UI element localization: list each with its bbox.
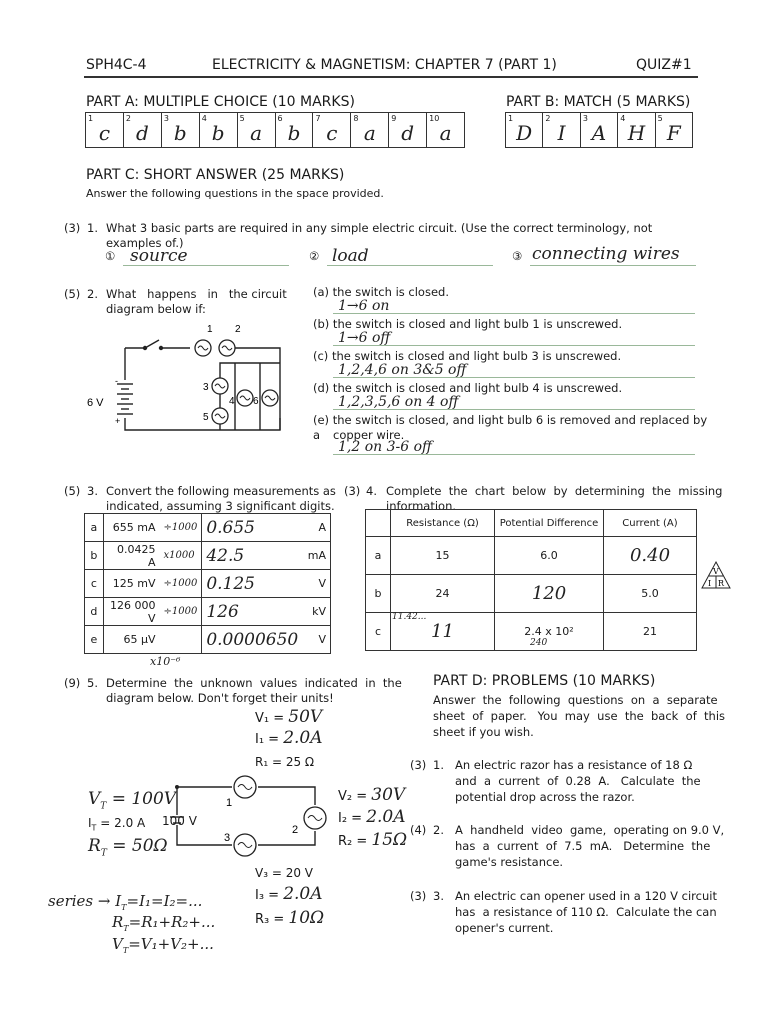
q2-part-answer: 1→6 on [338, 298, 390, 314]
q4-letter: c [366, 613, 391, 651]
q3-given: 65 μV [103, 626, 159, 654]
q5-r3-label: R₃ = [255, 912, 289, 927]
part-d-problem-line: A handheld video game, operating on 9.0 V, [455, 823, 725, 837]
q2-bulb-6-label: 6 [253, 396, 259, 407]
q5-vt-label: V [88, 789, 101, 809]
part-a-cell [238, 113, 276, 147]
q3-row [85, 542, 331, 570]
q4-header-potential: Potential Difference [495, 510, 604, 537]
cell-number: 8 [353, 114, 359, 123]
cell-answer: F [666, 121, 681, 145]
cell-answer: a [250, 121, 263, 145]
quiz-title: ELECTRICITY & MAGNETISM: CHAPTER 7 (PART 1) [212, 57, 557, 73]
q3-work: ÷1000 [159, 598, 201, 626]
part-a-answer-grid [85, 112, 465, 148]
q3-letter: b [85, 542, 104, 570]
q3-conversion-table [84, 513, 331, 654]
q2-text-1: What happens in the circuit [106, 287, 287, 301]
q4-resistance: 11 [391, 613, 495, 651]
q5-r2-label: R₂ = [338, 834, 372, 849]
q3-answer: 0.0000650 [202, 626, 302, 654]
cell-number: 6 [277, 114, 283, 123]
part-b-cell [543, 113, 580, 147]
q1-number: 1. [87, 221, 98, 235]
q2-bulb-5-label: 5 [203, 412, 209, 423]
q5-vt-sub: T [100, 801, 107, 812]
q5-v2-label: V₂ = [338, 789, 372, 804]
part-d-problem-line: has a resistance of 110 Ω. Calculate the can [455, 905, 717, 919]
q3-work: x1000 [159, 542, 201, 570]
q5-i1-answer: 2.0A [283, 728, 323, 748]
cell-number: 2 [125, 114, 131, 123]
cell-answer: a [439, 121, 452, 145]
q5-it-sub: T [91, 823, 97, 833]
quiz-number: QUIZ#1 [636, 57, 692, 73]
q5-i3 [255, 884, 323, 904]
q2-part-label: (d) the switch is closed and light bulb 4 is unscrewed. [313, 381, 623, 395]
q3-row [85, 626, 331, 654]
part-d-problem-line: potential drop across the razor. [455, 790, 635, 804]
part-d-problem-number: 3. [433, 889, 444, 903]
q3-given: 125 mV [103, 570, 159, 598]
q5-v2-answer: 30V [371, 785, 406, 805]
series-note-1a: series → I [48, 892, 122, 910]
q5-i2 [338, 807, 406, 827]
part-d-problem-line: and a current of 0.28 A. Calculate the [455, 774, 701, 788]
ohms-triangle-icon [700, 560, 732, 592]
cell-number: 1 [88, 114, 94, 123]
q1-text: What 3 basic parts are required in any simple electric circuit. (Use the correct terminology, not examples of.) [106, 221, 653, 250]
cell-answer: H [627, 121, 646, 145]
q3-note: x10⁻⁶ [150, 655, 181, 668]
part-a-cell [427, 113, 464, 147]
q5-r1: R₁ = 25 Ω [255, 755, 315, 769]
part-d-problem-line: An electric can opener used in a 120 V circuit [455, 889, 717, 903]
part-a-cell [351, 113, 389, 147]
q4-current: 0.40 [604, 537, 697, 575]
cell-answer: c [326, 121, 338, 145]
course-code: SPH4C-4 [86, 57, 147, 73]
q3-work [159, 626, 201, 654]
q4-row [366, 575, 697, 613]
q5-i1-label: I₁ = [255, 732, 284, 747]
q4-resistance: 15 [391, 537, 495, 575]
cell-number: 7 [315, 114, 321, 123]
series-note-3a: V [112, 935, 123, 953]
q5-i2-answer: 2.0A [366, 807, 406, 827]
q2-part-answer: 1,2,4,6 on 3&5 off [338, 362, 467, 378]
q2-plus-label: + [115, 416, 121, 426]
q5-rt-answer: = 50Ω [106, 836, 168, 856]
cell-answer: A [591, 121, 607, 145]
part-d-intro-1: Answer the following questions on a separate [433, 693, 718, 707]
part-d-problem-line: opener's current. [455, 921, 554, 935]
part-c-instruction: Answer the following questions in the space provided. [86, 187, 384, 200]
q3-number: 3. [87, 484, 98, 498]
q3-text-1: Convert the following measurements as [106, 484, 336, 498]
q5-vt [88, 789, 176, 811]
q3-letter: a [85, 514, 104, 542]
q4-number: 4. [366, 484, 377, 498]
series-note-2a: R [112, 913, 124, 931]
q5-it-label: I [88, 816, 92, 830]
cell-number: 4 [201, 114, 207, 123]
part-d-problem-number: 2. [433, 823, 444, 837]
q5-source-voltage: 100 V [162, 814, 197, 828]
q5-rt-label: R [88, 836, 101, 856]
q4-header-resistance: Resistance (Ω) [391, 510, 495, 537]
q5-it [88, 816, 145, 835]
q4-potential: 6.0 [495, 537, 604, 575]
q4-potential: 120 [495, 575, 604, 613]
part-d-problem-number: 1. [433, 758, 444, 772]
q3-given: 126 000 V [103, 598, 159, 626]
part-c-heading: PART C: SHORT ANSWER (25 MARKS) [86, 167, 345, 183]
series-note-3c: =V₁+V₂+... [128, 935, 214, 953]
q3-marks: (5) [64, 484, 81, 498]
part-d-intro-3: sheet if you wish. [433, 725, 534, 739]
q1-answer-2: load [332, 246, 369, 266]
cell-number: 3 [163, 114, 169, 123]
part-d-problem-line: An electric razor has a resistance of 18 Ω [455, 758, 693, 772]
q3-work: ÷1000 [159, 514, 201, 542]
cell-answer: d [135, 121, 149, 145]
part-b-answer-grid [505, 112, 693, 148]
q1-answer-3: connecting wires [532, 244, 680, 264]
q1-label-2: ② [309, 249, 320, 263]
q2-part-label: (a) the switch is closed. [313, 285, 449, 299]
q3-unit: V [302, 626, 330, 654]
q4-letter: b [366, 575, 391, 613]
q4-scratch-1: 11.42... [392, 612, 427, 622]
part-d-problem-line: has a current of 7.5 mA. Determine the [455, 839, 711, 853]
q3-letter: c [85, 570, 104, 598]
q2-part-answer: 1,2,3,5,6 on 4 off [338, 394, 459, 410]
series-note-1b: T [121, 903, 127, 912]
q3-work: ÷1000 [159, 570, 201, 598]
cell-number: 5 [657, 114, 663, 123]
q1-marks: (3) [64, 221, 81, 235]
q2-marks: (5) [64, 287, 81, 301]
q5-i1 [255, 728, 323, 748]
q5-rt [88, 836, 168, 858]
q5-r2 [338, 830, 408, 850]
q5-i3-label: I₃ = [255, 888, 284, 903]
q5-i2-label: I₂ = [338, 811, 367, 826]
q5-text-1: Determine the unknown values indicated in the [106, 676, 402, 690]
q3-answer: 126 [202, 598, 302, 626]
cell-number: 1 [508, 114, 514, 123]
q4-row [366, 537, 697, 575]
cell-number: 10 [429, 114, 440, 123]
q4-current: 21 [604, 613, 697, 651]
part-a-cell [389, 113, 427, 147]
q5-rt-sub: T [100, 848, 107, 859]
q3-unit: A [302, 514, 330, 542]
q4-header-blank [366, 510, 391, 537]
q4-ohms-law-table [365, 509, 697, 651]
q2-part-label-cont: copper wire. [333, 428, 405, 442]
part-d-problem-marks: (3) [410, 758, 427, 772]
part-a-cell [313, 113, 351, 147]
series-note-2 [112, 913, 215, 933]
q4-current: 5.0 [604, 575, 697, 613]
q2-part-answer: 1→6 off [338, 330, 391, 346]
q4-potential: 2.4 x 10² [495, 613, 604, 651]
cell-answer: d [401, 121, 415, 145]
q3-letter: e [85, 626, 104, 654]
q5-bulb-2-label: 2 [292, 824, 299, 836]
part-d-problem-line: game's resistance. [455, 855, 564, 869]
q5-marks: (9) [64, 676, 81, 690]
q4-letter: a [366, 537, 391, 575]
q5-v1-label: V₁ = [255, 711, 289, 726]
series-note-2c: =R₁+R₂+... [128, 913, 216, 931]
q2-text-2: diagram below if: [106, 302, 206, 316]
header-rule [84, 76, 698, 78]
cell-answer: b [173, 121, 187, 145]
part-a-cell [162, 113, 200, 147]
cell-number: 9 [391, 114, 397, 123]
q5-v2 [338, 785, 406, 805]
q3-given: 0.0425 A [103, 542, 159, 570]
part-b-cell [656, 113, 692, 147]
q2-minus-label: - [115, 376, 118, 386]
q3-row [85, 514, 331, 542]
series-note-2b: T [123, 924, 129, 933]
triangle-v: V [713, 567, 719, 576]
q3-row [85, 570, 331, 598]
q3-text-2: indicated, assuming 3 significant digits. [106, 499, 335, 513]
part-d-problem-marks: (4) [410, 823, 427, 837]
series-note-1c: =I₁=I₂=... [126, 892, 203, 910]
q3-unit: mA [302, 542, 330, 570]
q5-r3 [255, 908, 325, 928]
q5-bulb-3-label: 3 [224, 832, 231, 844]
cell-answer: b [287, 121, 301, 145]
cell-answer: D [516, 121, 533, 145]
cell-answer: I [557, 121, 566, 145]
q3-answer: 0.655 [202, 514, 302, 542]
q2-part-label: (b) the switch is closed and light bulb 1 is unscrewed. [313, 317, 623, 331]
part-b-cell [618, 113, 655, 147]
q5-r3-answer: 10Ω [288, 908, 325, 928]
q4-header-current: Current (A) [604, 510, 697, 537]
q5-r2-answer: 15Ω [371, 830, 408, 850]
q3-answer: 42.5 [202, 542, 302, 570]
part-a-cell [86, 113, 124, 147]
q4-text-2: information. [386, 499, 457, 513]
part-a-cell [124, 113, 162, 147]
q5-v1 [255, 707, 323, 727]
part-b-cell [581, 113, 618, 147]
triangle-i: I [708, 579, 712, 588]
cell-answer: b [211, 121, 225, 145]
q1-label-3: ③ [512, 249, 523, 263]
q1-label-1: ① [105, 249, 116, 263]
triangle-r: R [718, 579, 725, 588]
q5-it-value: = 2.0 A [96, 816, 146, 830]
q3-given: 655 mA [103, 514, 159, 542]
part-a-cell [276, 113, 314, 147]
part-b-cell [506, 113, 543, 147]
part-d-problem-marks: (3) [410, 889, 427, 903]
q2-bulb-4-label: 4 [229, 396, 235, 407]
q3-unit: kV [302, 598, 330, 626]
cell-number: 5 [239, 114, 245, 123]
cell-answer: a [363, 121, 376, 145]
q5-vt-answer: = 100V [106, 789, 177, 809]
cell-number: 4 [620, 114, 626, 123]
q3-letter: d [85, 598, 104, 626]
q2-number: 2. [87, 287, 98, 301]
q5-v1-answer: 50V [288, 707, 323, 727]
part-d-heading: PART D: PROBLEMS (10 MARKS) [433, 673, 656, 689]
q2-bulb-3-label: 3 [203, 382, 209, 393]
q5-v3: V₃ = 20 V [255, 866, 313, 880]
part-a-heading: PART A: MULTIPLE CHOICE (10 MARKS) [86, 94, 355, 110]
q2-bulb-1-label: 1 [207, 324, 213, 335]
q3-answer: 0.125 [202, 570, 302, 598]
q2-part-answer: 1,2 on 3-6 off [338, 439, 432, 455]
part-b-heading: PART B: MATCH (5 MARKS) [506, 94, 691, 110]
series-note-3 [112, 935, 214, 955]
q5-text-2: diagram below. Don't forget their units! [106, 691, 334, 705]
q4-scratch-2: 240 [530, 638, 548, 648]
q5-number: 5. [87, 676, 98, 690]
cell-answer: c [98, 121, 111, 145]
part-a-cell [200, 113, 238, 147]
series-note-3b: T [122, 946, 129, 955]
q4-resistance: 24 [391, 575, 495, 613]
q1-answer-line-3 [530, 265, 696, 266]
q2-part-label: (e) the switch is closed, and light bulb 6 is removed and replaced by a [313, 413, 708, 442]
q4-marks: (3) [344, 484, 361, 498]
q2-part-label: (c) the switch is closed and light bulb 3 is unscrewed. [313, 349, 622, 363]
q2-bulb-2-label: 2 [235, 324, 241, 335]
q3-unit: V [302, 570, 330, 598]
series-note-1 [48, 892, 202, 912]
part-d-intro-2: sheet of paper. You may use the back of this [433, 709, 726, 723]
q2-circuit-diagram [85, 318, 300, 443]
q4-text-1: Complete the chart below by determining the missing [386, 484, 723, 498]
q1-answer-1: source [130, 246, 188, 266]
q5-i3-answer: 2.0A [283, 884, 323, 904]
q2-voltage-label: 6 V [87, 397, 104, 409]
q3-row [85, 598, 331, 626]
cell-number: 2 [545, 114, 551, 123]
q5-bulb-1-label: 1 [226, 797, 233, 809]
cell-number: 3 [582, 114, 588, 123]
